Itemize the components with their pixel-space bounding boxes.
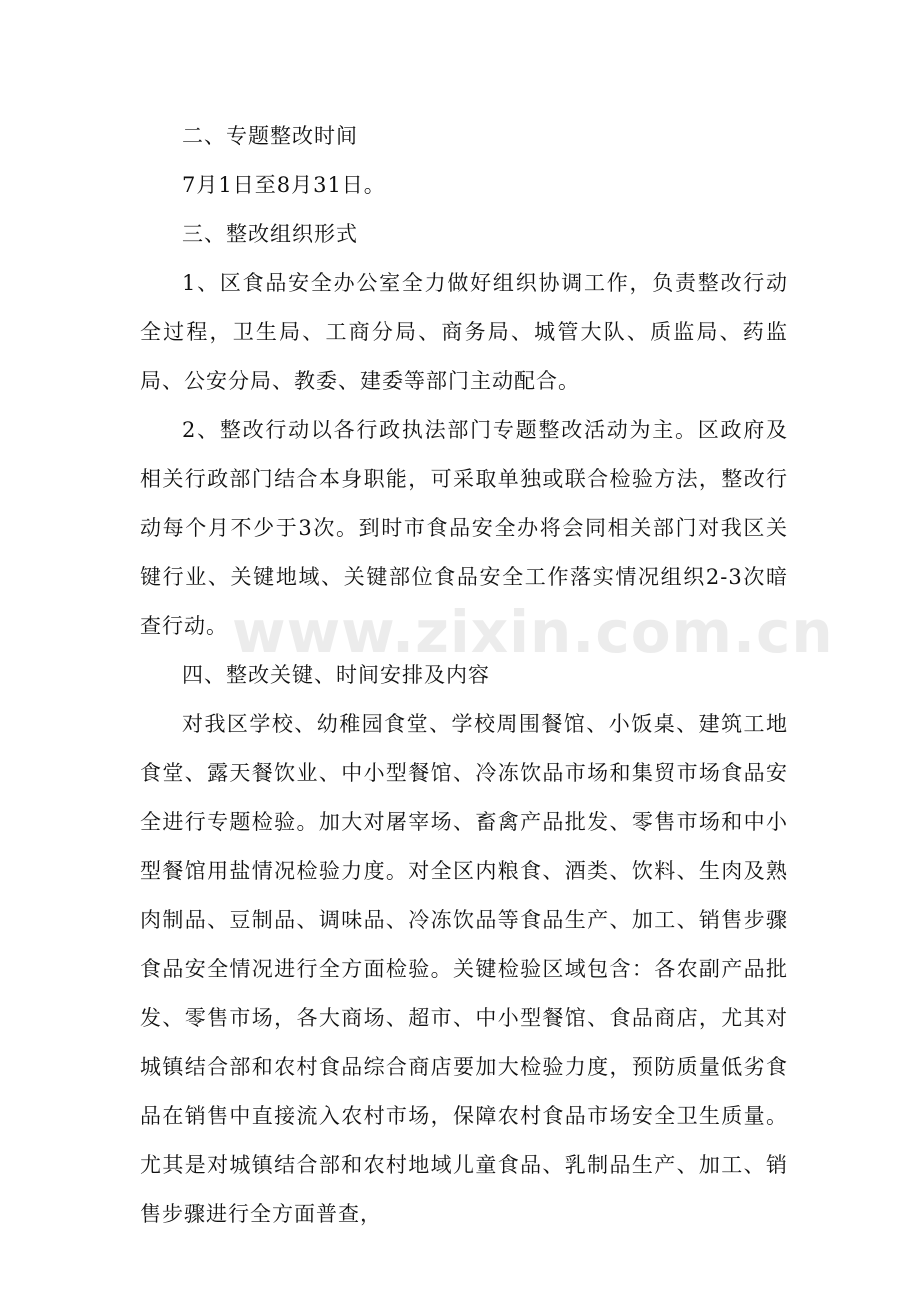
- paragraph: 1、区食品安全办公室全力做好组织协调工作，负责整改行动全过程，卫生局、工商分局、商务局、城管大队、质监局、药监局、公安分局、教委、建委等部门主动配合。: [140, 271, 788, 393]
- paragraph: 对我区学校、幼稚园食堂、学校周围餐馆、小饭桌、建筑工地食堂、露天餐饮业、中小型餐馆、冷冻饮品市场和集贸市场食品安全进行专题检验。加大对屠宰场、畜禽产品批发、零售市场和中小型餐馆用盐情况检验力度。对全区内粮食、酒类、饮料、生肉及熟肉制品、豆制品、调味品、冷冻饮品等食品生产、加工、销售步骤食品安全情况进行全方面检验。关键检验区域包含：各农副产品批发、零售市场，各大商场、超市、中小型餐馆、食品商店，尤其对城镇结合部和农村食品综合商店要加大检验力度，预防质量低劣食品在销售中直接流入农村市场，保障农村食品市场安全卫生质量。尤其是对城镇结合部和农村地域儿童食品、乳制品生产、加工、销售步骤进行全方面普查，: [140, 712, 788, 1226]
- watermark: www.zixin.com.cn: [232, 598, 834, 666]
- section-heading: 三、整改组织形式: [182, 222, 358, 246]
- section-heading: 二、专题整改时间: [182, 124, 358, 148]
- section-heading: 四、整改关键、时间安排及内容: [182, 663, 490, 687]
- paragraph: 7月1日至8月31日。: [182, 173, 386, 197]
- document-body: [140, 112, 788, 1239]
- paragraph: 2、整改行动以各行政执法部门专题整改活动为主。区政府及相关行政部门结合本身职能，可采取单独或联合检验方法，整改行动每个月不少于3次。到时市食品安全办将会同相关部门对我区关键行业、关键地域、关键部位食品安全工作落实情况组织2-3次暗查行动。: [140, 418, 788, 638]
